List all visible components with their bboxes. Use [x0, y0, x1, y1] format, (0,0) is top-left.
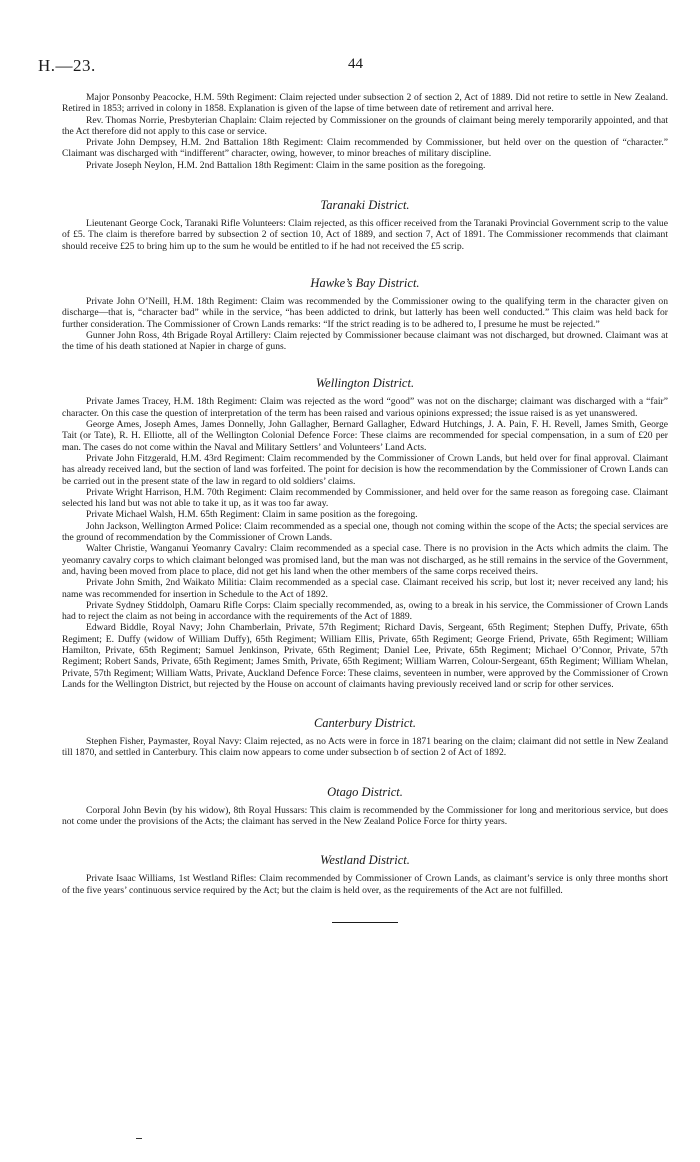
intro-block: [62, 92, 668, 171]
claim-paragraph: Private Michael Walsh, H.M. 65th Regiment: Claim in same position as the foregoing.: [86, 509, 418, 521]
claim-paragraph: Lieutenant George Cock, Taranaki Rifle Volunteers: Claim rejected, as this officer received from the Taranaki Provincial Government scrip to the value of £5. The claim is therefore barred by subsection 2 of section 10, Act of 1889, and section 7, Act of 1891. The Commissioner recommends that claimant should receive £25 to bring him up to the sum he would be entitled to if he had not received the £5 scrip.: [62, 218, 668, 252]
claim-paragraph: Walter Christie, Wanganui Yeomanry Cavalry: Claim recommended as a special case. There is no provision in the Acts which admits the claim. The yeomanry cavalry corps to which claimant belonged was promised land, but the man was not discharged, as he still remains in the service of the Government, and, having been moved from place to place, did not get his land when the other members of the same corps received theirs.: [62, 543, 668, 577]
section-heading-wellington: Wellington District.: [315, 376, 415, 391]
claim-paragraph: Private Sydney Stiddolph, Oamaru Rifle Corps: Claim specially recommended, as, owing to a break in his service, the Commissioner of Crown Lands had to reject the claim as not being in accordance with the requirements of the Act of 1889.: [62, 599, 668, 623]
claim-paragraph: Private John O’Neill, H.M. 18th Regiment: Claim was recommended by the Commissioner owing to the qualifying term in the character given on discharge—that is, “character bad” while in the service, “has been addicted to drink, but latterly has been well conducted.” This claim was held back for further consideration. The Commissioner of Crown Lands remarks: “If the strict reading is to be adhered to, I presume he must be rejected.”: [62, 295, 668, 330]
page-number: 44: [348, 56, 363, 72]
section-heading-westland: Westland District.: [320, 853, 410, 868]
claim-paragraph: Gunner John Ross, 4th Brigade Royal Artillery: Claim rejected by Commissioner because claimant was not discharged, but drowned. Claimant was at the time of his death stationed at Napier in charge of guns.: [62, 329, 668, 353]
claim-paragraph: Private John Smith, 2nd Waikato Militia: Claim recommended as a special case. Claimant received his scrip, but lost it; never received any land; his name was recommended for insertion in Schedule to the Act of 1892.: [62, 577, 668, 600]
claim-paragraph: Corporal John Bevin (by his widow), 8th Royal Hussars: This claim is recommended by the Commissioner for long and meritorious service, but does not come under the provisions of the Acts; the claimant has served in the New Zealand Police Force for thirty years.: [62, 804, 668, 828]
document-reference: H.—23.: [38, 56, 96, 75]
claim-paragraph: Private Joseph Neylon, H.M. 2nd Battalion 18th Regiment: Claim in the same position as the foregoing.: [86, 159, 486, 171]
claim-paragraph: Major Ponsonby Peacocke, H.M. 59th Regiment: Claim rejected under subsection 2 of section 2, Act of 1889. Did not retire to settle in New Zealand. Retired in 1853; arrived in colony in 1858. Explanation is given of the lapse of time between date of retirement and arrival here.: [62, 92, 668, 115]
claim-paragraph: John Jackson, Wellington Armed Police: Claim recommended as a special one, though not coming within the scope of the Acts; the special services are the ground of recommendation by the Commissioner of Crown Lands.: [62, 520, 668, 544]
claim-paragraph: Edward Biddle, Royal Navy; John Chamberlain, Private, 57th Regiment; Richard Davis, Sergeant, 65th Regiment; Stephen Duffy, Private, 65th Regiment; E. Duffy (widow of William Duffy), 65th Regiment; William Ellis, Private, 65th Regiment; George Friend, Private, 65th Regiment; William Hamilton, Private, 65th Regiment; Samuel Jenkinson, Private, 65th Regiment; Daniel Lee, Private, 65th Regiment; Michael O’Connor, Private, 57th Regiment; Robert Sands, Private, 65th Regiment; James Smith, Private, 65th Regiment; William Warren, Colour-Sergeant, 65th Regiment; William Whelan, Private, 57th Regiment; William Watts, Private, Auckland Defence Force: These claims, seventeen in number, were approved by the Commissioner of Crown Lands for the Wellington District, but rejected by the House on account of claimants having previously received land or scrip for other services.: [62, 622, 668, 690]
claim-paragraph: Private Isaac Williams, 1st Westland Rifles: Claim recommended by Commissioner of Crown Lands, as claimant’s service is only three months short of the five years’ continuous service required by the Act; but the claim is held over, as the requirements of the Act are not fulfilled.: [62, 873, 668, 896]
claim-paragraph: Stephen Fisher, Paymaster, Royal Navy: Claim rejected, as no Acts were in force in 1871 bearing on the claim; claimant did not settle in New Zealand till 1870, and settled in Canterbury. This claim now appears to come under subsection b of section 2 of Act of 1892.: [62, 736, 668, 759]
section-heading-canterbury: Canterbury District.: [313, 716, 417, 731]
claim-paragraph: Private James Tracey, H.M. 18th Regiment: Claim was rejected as the word “good” was not on the discharge; claimant was discharged with a “fair” character. On this case the question of interpretation of the term has been raised and various opinions expressed; the issue raised is as yet unanswered.: [62, 396, 668, 419]
closing-rule: [332, 922, 398, 923]
claim-paragraph: Private Wright Harrison, H.M. 70th Regiment: Claim recommended by Commissioner, and held over for the same reason as foregoing case. Claimant selected his land but was not able to take it up, as it was too far away.: [62, 486, 668, 510]
page-header: [38, 56, 662, 80]
section-heading-otago: Otago District.: [327, 784, 403, 799]
page-content: [62, 92, 668, 923]
claim-paragraph: Private John Dempsey, H.M. 2nd Battalion 18th Regiment: Claim recommended by Commissioner, but held over on the question of “character.” Claimant was discharged with “indifferent” character, owing, however, to minor breaches of military discipline.: [62, 137, 668, 160]
footer-mark: [136, 1138, 142, 1139]
section-heading-hawkes-bay: Hawke’s Bay District.: [310, 275, 420, 290]
section-heading-taranaki: Taranaki District.: [320, 198, 410, 213]
claim-paragraph: Private John Fitzgerald, H.M. 43rd Regiment: Claim recommended by the Commissioner of Crown Lands, but held over for final approval. Claimant has already received land, but the section of land was forfeited. The point for decision is how the recommendation by the Commissioner of Crown Lands can be carried out in the present state of the law in regard to old soldiers’ claims.: [62, 452, 668, 487]
claim-paragraph: Rev. Thomas Norrie, Presbyterian Chaplain: Claim rejected by Commissioner on the grounds of claimant being merely temporarily appointed, and that the Act therefore did not apply to this case or service.: [62, 114, 668, 137]
claim-paragraph: George Ames, Joseph Ames, James Donnelly, John Gallagher, Bernard Gallagher, Edward Hutchings, J. A. Pain, F. H. Revell, James Smith, George Tait (or Tate), R. H. Elliotte, all of the Wellington Colonial Defence Force: These claims are recommended for special compensation, in a sum of £20 per man. The cases do not come within the Naval and Military Settlers’ and Volunteers’ Land Acts.: [62, 419, 668, 453]
